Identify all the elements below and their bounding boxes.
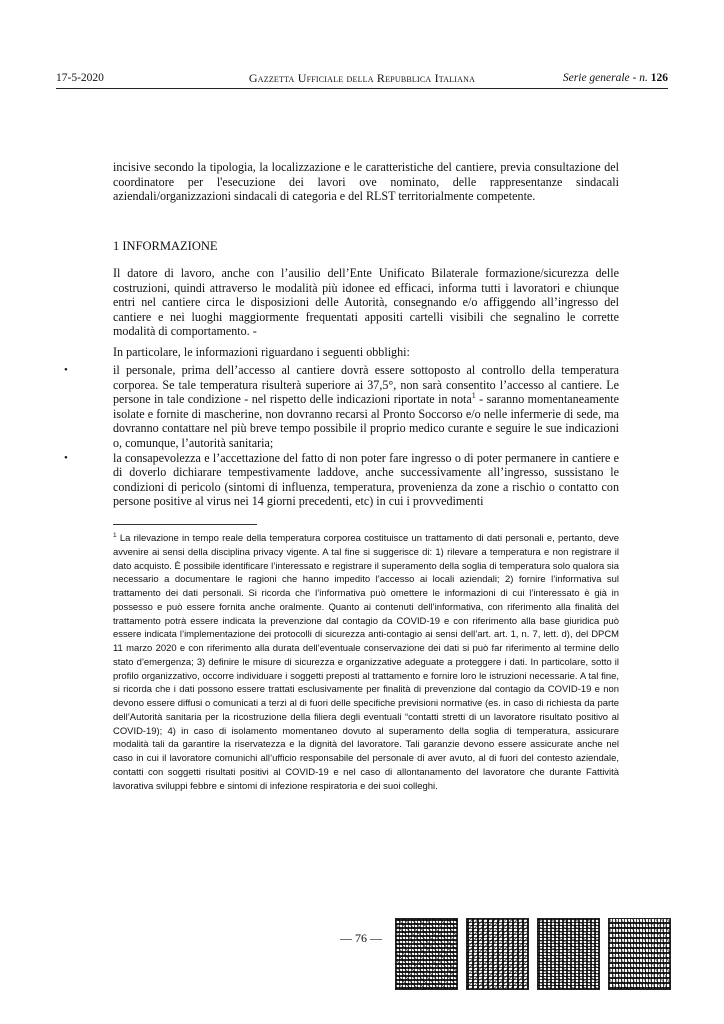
qr-code-strip xyxy=(395,918,671,990)
obligations-list xyxy=(64,363,619,509)
gazette-title: Gazzetta Ufficiale della Repubblica Italiana xyxy=(248,71,476,85)
page-header xyxy=(56,70,668,86)
qr-code-icon xyxy=(466,918,529,990)
bullet-marker: • xyxy=(64,451,68,464)
section-title: 1 INFORMAZIONE xyxy=(113,239,218,253)
series-label: Serie generale - n. xyxy=(562,72,651,84)
series-number: 126 xyxy=(650,72,668,84)
main-paragraph: Il datore di lavoro, anche con l’ausilio dell’Ente Unificato Bilaterale formazione/sicurezza delle costruzioni, quindi attraverso le modalità più idonee ed efficaci, informa tutti i lavoratori e chiunque entri nel cantiere circa le disposizioni delle Autorità, consegnando e/o affiggendo all’ingresso del cantiere e nei luoghi maggiormente frequentati appositi cartelli visibili che segnalino le corrette modalità di comportamento. - xyxy=(113,266,619,339)
qr-code-icon xyxy=(395,918,458,990)
page-number: — 76 — xyxy=(340,931,382,945)
bullet-marker: • xyxy=(64,364,68,376)
header-rule xyxy=(56,88,668,89)
footnote-reference[interactable]: 1 xyxy=(471,391,476,401)
qr-code-icon xyxy=(608,918,671,990)
obligations-intro: In particolare, le informazioni riguardano i seguenti obblighi: xyxy=(113,345,410,359)
list-item xyxy=(64,451,619,509)
footnote xyxy=(113,532,619,793)
footnote-number: 1 xyxy=(113,531,117,539)
bullet-text: il personale, prima dell’accesso al cantiere dovrà essere sottoposto al controllo della temperatura corporea. Se tale temperatura risulterà superiore ai 37,5°, non sarà consentito l’accesso al cantiere. Le persone in tale condizione - nel rispetto delle indicazioni riportate in nota xyxy=(113,363,619,407)
header-date: 17-5-2020 xyxy=(56,72,104,84)
list-item xyxy=(64,363,619,451)
qr-code-icon xyxy=(537,918,600,990)
footnote-separator xyxy=(113,524,257,525)
bullet-text: la consapevolezza e l’accettazione del fatto di non poter fare ingresso o di poter permanere in cantiere e di doverlo dichiarare tempestivamente laddove, anche successivamente all’ingresso, sussistano le condizioni di pericolo (sintomi di influenza, temperatura, provenienza da zone a rischio o contatto con persone positive al virus nei 14 giorni precedenti, etc) in cui i provvedimenti xyxy=(113,450,619,509)
series-info xyxy=(563,70,668,86)
bullet-text-continued: - saranno momentaneamente isolate e fornite di mascherine, non dovranno recarsi al Pronto Soccorso e/o nelle infermerie di sede, ma dovranno contattare nel più breve tempo possibile il proprio medico curante e seguire le sue indicazioni o, comunque, l’autorità sanitaria; xyxy=(113,392,620,450)
intro-paragraph: incisive secondo la tipologia, la localizzazione e le caratteristiche del cantiere, previa consultazione del coordinatore per l'esecuzione dei lavori ove nominato, delle rappresentanze sindacali aziendali/organizzazioni sindacali di categoria e del RLST territorialmente competente. xyxy=(113,160,619,204)
footnote-text: La rilevazione in tempo reale della temperatura corporea costituisce un trattamento di dati personali e, pertanto, deve avvenire ai sensi della disciplina privacy vigente. A tal fine si suggerisce di: 1) rilevare a temperatura e non registrare il dato acquisto. È possibile identificare l’interessato e registrare il superamento della soglia di temperatura solo qualora sia necessario a documentare le ragioni che hanno impedito l’accesso ai locali aziendali; 2) fornire l’informativa sul trattamento dei dati personali. Si ricorda che l’informativa può omettere le informazioni di cui l’interessato è già in possesso e può essere fornita anche oralmente. Quanto ai contenuti dell’informativa, con riferimento alla finalità del trattamento potrà essere indicata la prevenzione dal contagio da COVID-19 e con riferimento alla base giuridica può essere indicata l’implementazione dei protocolli di sicurezza anti-contagio ai sensi dell’art. art. 1, n. 7, lett. d), del DPCM 11 marzo 2020 e con riferimento alla durata dell’eventuale conservazione dei dati si può far riferimento al termine dello stato d’emergenza; 3) definire le misure di sicurezza e organizzative adeguate a proteggere i dati. In particolare, sotto il profilo organizzativo, occorre individuare i soggetti preposti al trattamento e fornire loro le istruzioni necessarie. A tal fine, si ricorda che i dati possono essere trattati esclusivamente per finalità di prevenzione dal contagio da COVID-19 e non devono essere diffusi o comunicati a terzi al di fuori delle specifiche previsioni normative (es. in caso di richiesta da parte dell’Autorità sanitaria per la ricostruzione della filiera degli eventuali “contatti stretti di un lavoratore risultato positivo al COVID-19); 4) in caso di isolamento momentaneo dovuto al superamento della soglia di temperatura, assicurare modalità tali da garantire la riservatezza e la dignità del lavoratore. Tali garanzie devono essere assicurate anche nel caso in cui il lavoratore comunichi all’ufficio responsabile del personale di aver avuto, al di fuori del contesto aziendale, contatti con soggetti risultati positivi al COVID-19 e nel caso di allontanamento del lavoratore che durante Fattività lavorativa sviluppi febbre e sintomi di infezione respiratoria e dei suoi colleghi. xyxy=(113,533,619,792)
